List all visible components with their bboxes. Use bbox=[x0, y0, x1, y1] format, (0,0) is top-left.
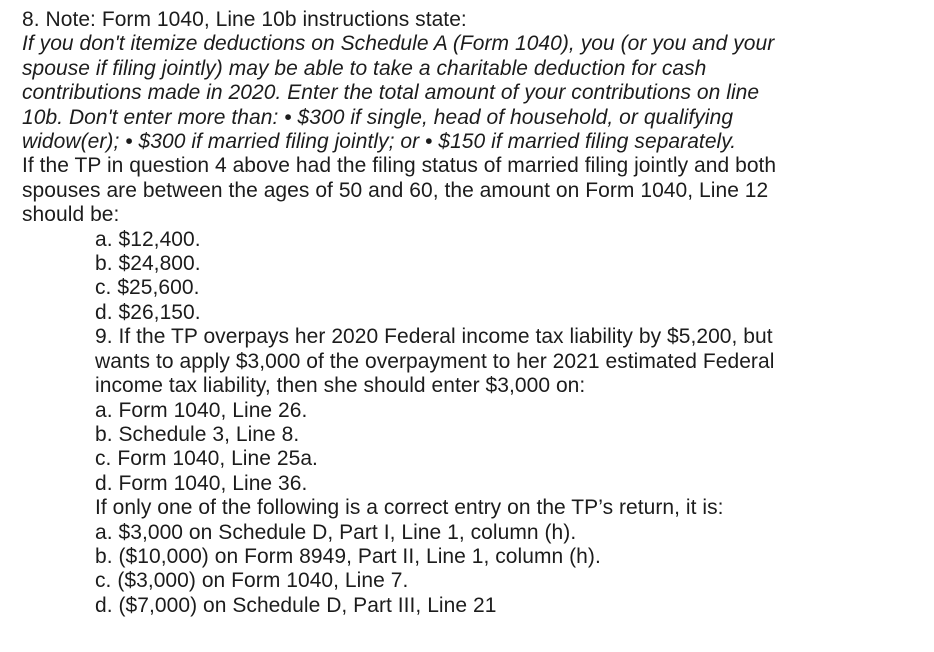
question-line: should be: bbox=[22, 203, 120, 227]
question-line: spouses are between the ages of 50 and 60, the amount on Form 1040, Line 12 bbox=[22, 178, 769, 202]
quote-line: 10b. Don't enter more than: • $300 if single, head of household, or qualifying bbox=[22, 105, 734, 129]
question-8-options bbox=[22, 228, 922, 619]
question-10-text: If only one of the following is a correct entry on the TP’s return, it is: bbox=[95, 496, 724, 520]
question-line: wants to apply $3,000 of the overpayment to her 2021 estimated Federal bbox=[95, 349, 775, 373]
option-c: c. ($3,000) on Form 1040, Line 7. bbox=[95, 569, 409, 593]
question-8-intro: 8. Note: Form 1040, Line 10b instructions state: bbox=[22, 8, 467, 31]
option-d: d. Form 1040, Line 36. bbox=[95, 471, 308, 495]
question-8-text bbox=[22, 154, 922, 227]
quote-line: widow(er); • $300 if married filing jointly; or • $150 if married filing separately. bbox=[22, 130, 737, 154]
question-9-text bbox=[95, 325, 922, 398]
option-a: a. $12,400. bbox=[95, 227, 201, 251]
question-line: If the TP in question 4 above had the filing status of married filing jointly and both bbox=[22, 154, 777, 178]
option-b: b. ($10,000) on Form 8949, Part II, Line 1, column (h). bbox=[95, 544, 601, 568]
option-d: d. $26,150. bbox=[95, 300, 201, 324]
instruction-quote bbox=[22, 32, 922, 154]
quote-line: If you don't itemize deductions on Schedule A (Form 1040), you (or you and your bbox=[22, 32, 775, 56]
document-body bbox=[22, 8, 922, 618]
option-a: a. $3,000 on Schedule D, Part I, Line 1, column (h). bbox=[95, 520, 577, 544]
quote-line: spouse if filing jointly) may be able to take a charitable deduction for cash bbox=[22, 56, 707, 80]
option-c: c. Form 1040, Line 25a. bbox=[95, 447, 318, 471]
quote-line: contributions made in 2020. Enter the total amount of your contributions on line bbox=[22, 81, 760, 105]
option-b: b. $24,800. bbox=[95, 252, 201, 276]
option-c: c. $25,600. bbox=[95, 276, 200, 300]
option-d: d. ($7,000) on Schedule D, Part III, Line 21 bbox=[95, 593, 497, 617]
option-b: b. Schedule 3, Line 8. bbox=[95, 422, 300, 446]
question-10-options bbox=[95, 521, 922, 619]
option-a: a. Form 1040, Line 26. bbox=[95, 398, 308, 422]
question-line: 9. If the TP overpays her 2020 Federal income tax liability by $5,200, but bbox=[95, 325, 773, 349]
question-line: income tax liability, then she should enter $3,000 on: bbox=[95, 374, 586, 398]
question-9-options bbox=[95, 399, 922, 497]
